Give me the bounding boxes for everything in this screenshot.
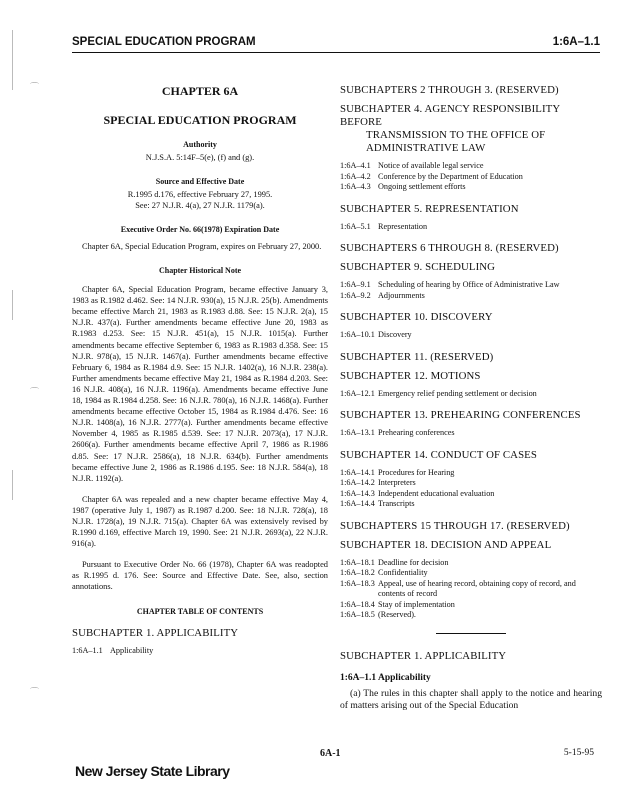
header-section: 1:6A–1.1 bbox=[552, 36, 600, 48]
toc-entry bbox=[340, 161, 602, 172]
authority-text: N.J.S.A. 5:14F–5(e), (f) and (g). bbox=[145, 153, 255, 162]
source-line: R.1995 d.176, effective February 27, 1995. bbox=[127, 190, 273, 199]
chapter-number: CHAPTER 6A bbox=[161, 84, 239, 98]
library-stamp: New Jersey State Library bbox=[75, 763, 230, 779]
toc-entry-number: 1:6A–18.5 bbox=[340, 610, 375, 619]
toc-entry bbox=[340, 428, 602, 439]
toc-entry bbox=[340, 182, 602, 193]
toc-entry bbox=[340, 478, 602, 489]
margin-scan-line bbox=[12, 290, 13, 320]
toc-entry-number: 1:6A–18.2 bbox=[340, 568, 375, 577]
toc-subchapter-11: SUBCHAPTER 11. (RESERVED) bbox=[340, 350, 494, 363]
toc-subchapters-2-3: SUBCHAPTERS 2 THROUGH 3. (RESERVED) bbox=[340, 84, 559, 96]
toc-subchapter-1: SUBCHAPTER 1. APPLICABILITY bbox=[72, 626, 239, 639]
section-divider bbox=[436, 633, 506, 634]
source-heading: Source and Effective Date bbox=[155, 177, 245, 186]
toc-entry-number: 1:6A–4.3 bbox=[340, 182, 371, 191]
toc-entry-number: 1:6A–18.3 bbox=[340, 578, 375, 588]
toc-entry-title: Conference by the Department of Education bbox=[378, 171, 523, 181]
toc-subchapter-10: SUBCHAPTER 10. DISCOVERY bbox=[340, 311, 493, 323]
toc-subchapter-4-line: ADMINISTRATIVE LAW bbox=[366, 142, 486, 154]
toc-entry bbox=[340, 468, 602, 479]
history-heading: Chapter Historical Note bbox=[158, 266, 242, 276]
toc-subchapter-13: SUBCHAPTER 13. PREHEARING CONFERENCES bbox=[340, 409, 581, 421]
toc-entry-title: Independent educational evaluation bbox=[378, 488, 495, 498]
authority-heading: Authority bbox=[183, 140, 217, 149]
section-heading: 1:6A–1.1 Applicability bbox=[340, 672, 431, 683]
page-date: 5-15-95 bbox=[563, 748, 594, 758]
toc-subchapter-18: SUBCHAPTER 18. DECISION AND APPEAL bbox=[340, 538, 552, 551]
section-text: (a) The rules in this chapter shall apply to the notice and hearing of matters arising out of the Special Education bbox=[340, 687, 602, 711]
toc-entry bbox=[340, 489, 602, 500]
exec-order-text: Chapter 6A, Special Education Program, expires on February 27, 2000. bbox=[82, 242, 322, 251]
toc-entry-number: 1:6A–18.4 bbox=[340, 599, 375, 609]
toc-entry-number: 1:6A–14.1 bbox=[340, 467, 375, 477]
toc-subchapter-14: SUBCHAPTER 14. CONDUCT OF CASES bbox=[340, 448, 537, 461]
source-line: See: 27 N.J.R. 4(a), 27 N.J.R. 1179(a). bbox=[135, 201, 265, 210]
toc-entry-number: 1:6A–12.1 bbox=[340, 388, 375, 398]
toc-entry-title: Notice of available legal service bbox=[378, 161, 484, 170]
toc-subchapters-6-8: SUBCHAPTERS 6 THROUGH 8. (RESERVED) bbox=[340, 242, 559, 254]
toc-entry-title: (Reserved). bbox=[378, 610, 416, 619]
page-number: 6A-1 bbox=[320, 748, 341, 759]
toc-entry-number: 1:6A–4.1 bbox=[340, 161, 371, 170]
repeal-text: Chapter 6A was repealed and a new chapter became effective May 4, 1987 (operative July 1, 1987) as R.1987 d.200. See: 18 N.J.R. 728(a), 18 N.J.R. 1728(a), 19 N.J.R. 715(a). Chapter 6A was extensively revised by R.1990 d.169, effective March 19, 1990. See: 21 N.J.R. 2693(a), 22 N.J.R. 916(a). bbox=[72, 494, 328, 549]
toc-entry-title: Interpreters bbox=[378, 478, 416, 487]
toc-entry bbox=[340, 222, 602, 233]
toc-entry-title: Applicability bbox=[110, 645, 154, 655]
toc-entry-title: Scheduling of hearing by Office of Administrative Law bbox=[378, 280, 560, 289]
toc-entry bbox=[340, 579, 602, 600]
margin-hole-mark: ⌒ bbox=[30, 82, 40, 92]
toc-entry-title: Appeal, use of hearing record, obtaining copy of record, and contents of record bbox=[378, 578, 576, 598]
history-text: Chapter 6A, Special Education Program, became effective January 3, 1983 as R.1982 d.462. See: 14 N.J.R. 930(a), 15 N.J.R. 25(b). Amendments became effective March 21, 1983 as R.1983 d.88. See: 15 N.J.R. 2(a), 15 N.J.R. 437(a). Further amendments became effective June 20, 1983 as R.1983 d.253. See: 15 N.J.R. 451(a), 15 N.J.R. 1015(a). Further amendments became effective September 6, 1983 as R.1983 d.358. See: 15 N.J.R. 978(a), 15 N.J.R. 1467(a). Further amendments became effective February 6, 1984 as R.1984 d.9. See: 15 N.J.R. 1402(a), 16 N.J.R. 238(a). Further amendments became effective May 21, 1984 as R.1984 d.203. See: 16 N.J.R. 408(a), 16 N.J.R. 1196(a). Amendments became effective June 18, 1984 as R.1984 d.258. See: 16 N.J.R. 780(a), 16 N.J.R. 1468(a). Further amendments became effective October 15, 1984 as R.1984 d.476. See: 16 N.J.R. 1408(a), 16 N.J.R. 2777(a). Further amendments became effective November 4, 1985 as R.1985 d.539. See: 17 N.J.R. 2073(a), 17 N.J.R. 2606(a). Further amendments became effective April 7, 1986 as R.1986 d.85. See: 17 N.J.R. 2586(a), 18 N.J.R. 634(b). Further amendments became effective June 2, 1986 as R.1986 d.195. See: 18 N.J.R. 584(a), 18 N.J.R. 1192(a). bbox=[72, 285, 328, 483]
toc-entry-number: 1:6A–14.2 bbox=[340, 478, 375, 487]
toc-subchapter-4-line: SUBCHAPTER 4. AGENCY RESPONSIBILITY BEFORE bbox=[340, 103, 560, 128]
margin-hole-mark: ⌒ bbox=[30, 387, 40, 397]
toc-entry-title: Ongoing settlement efforts bbox=[378, 182, 466, 191]
toc-entry bbox=[340, 389, 602, 400]
toc-entry-title: Procedures for Hearing bbox=[378, 467, 455, 477]
running-header bbox=[72, 36, 600, 53]
toc-entry-title: Adjournments bbox=[378, 290, 425, 300]
margin-scan-line bbox=[12, 30, 13, 90]
toc-entry-number: 1:6A–9.1 bbox=[340, 280, 371, 289]
toc-subchapters-15-17: SUBCHAPTERS 15 THROUGH 17. (RESERVED) bbox=[340, 519, 570, 532]
toc-entry-number: 1:6A–13.1 bbox=[340, 428, 375, 437]
header-title: SPECIAL EDUCATION PROGRAM bbox=[72, 36, 256, 48]
toc-entry-title: Prehearing conferences bbox=[378, 428, 455, 437]
toc-entry-number: 1:6A–4.2 bbox=[340, 171, 371, 181]
margin-hole-mark: ⌒ bbox=[30, 687, 40, 697]
toc-entry-title: Confidentiality bbox=[378, 568, 428, 577]
toc-subchapter-9: SUBCHAPTER 9. SCHEDULING bbox=[340, 261, 496, 273]
toc-entry bbox=[340, 280, 602, 291]
right-column bbox=[340, 84, 602, 713]
toc-entry-number: 1:6A–14.4 bbox=[340, 499, 375, 508]
toc-entry-number: 1:6A–14.3 bbox=[340, 488, 375, 498]
body-subchapter-1-heading: SUBCHAPTER 1. APPLICABILITY bbox=[340, 649, 507, 662]
toc-entry bbox=[340, 600, 602, 611]
toc-entry-title: Discovery bbox=[378, 330, 412, 339]
margin-scan-line bbox=[12, 470, 13, 500]
toc-entry-title: Representation bbox=[378, 221, 428, 231]
toc-heading: CHAPTER TABLE OF CONTENTS bbox=[136, 606, 264, 616]
chapter-name: SPECIAL EDUCATION PROGRAM bbox=[103, 113, 297, 127]
toc-entry-title: Deadline for decision bbox=[378, 557, 449, 567]
toc-entry bbox=[340, 558, 602, 569]
toc-entry bbox=[340, 610, 602, 621]
exec-order-heading: Executive Order No. 66(1978) Expiration Date bbox=[120, 225, 280, 234]
toc-subchapter-4-line: TRANSMISSION TO THE OFFICE OF bbox=[366, 129, 546, 141]
toc-entry-number: 1:6A–18.1 bbox=[340, 557, 375, 567]
toc-entry bbox=[340, 499, 602, 510]
readopt-text: Pursuant to Executive Order No. 66 (1978), Chapter 6A was readopted as R.1995 d. 176. See: Source and Effective Date. See, also, section annotations. bbox=[72, 560, 328, 592]
toc-entry bbox=[340, 568, 602, 579]
toc-entry bbox=[72, 646, 328, 657]
toc-entry-title: Emergency relief pending settlement or decision bbox=[378, 388, 537, 398]
toc-entry-number: 1:6A–1.1 bbox=[72, 645, 103, 655]
toc-subchapter-5: SUBCHAPTER 5. REPRESENTATION bbox=[340, 202, 519, 215]
toc-entry-number: 1:6A–5.1 bbox=[340, 221, 371, 231]
toc-entry bbox=[340, 172, 602, 183]
toc-entry bbox=[340, 291, 602, 302]
toc-entry-number: 1:6A–9.2 bbox=[340, 290, 371, 300]
toc-subchapter-12: SUBCHAPTER 12. MOTIONS bbox=[340, 369, 481, 382]
toc-entry bbox=[340, 330, 602, 341]
toc-entry-title: Stay of implementation bbox=[378, 599, 455, 609]
left-column bbox=[72, 84, 328, 656]
toc-entry-title: Transcripts bbox=[378, 499, 415, 508]
toc-entry-number: 1:6A–10.1 bbox=[340, 330, 375, 339]
